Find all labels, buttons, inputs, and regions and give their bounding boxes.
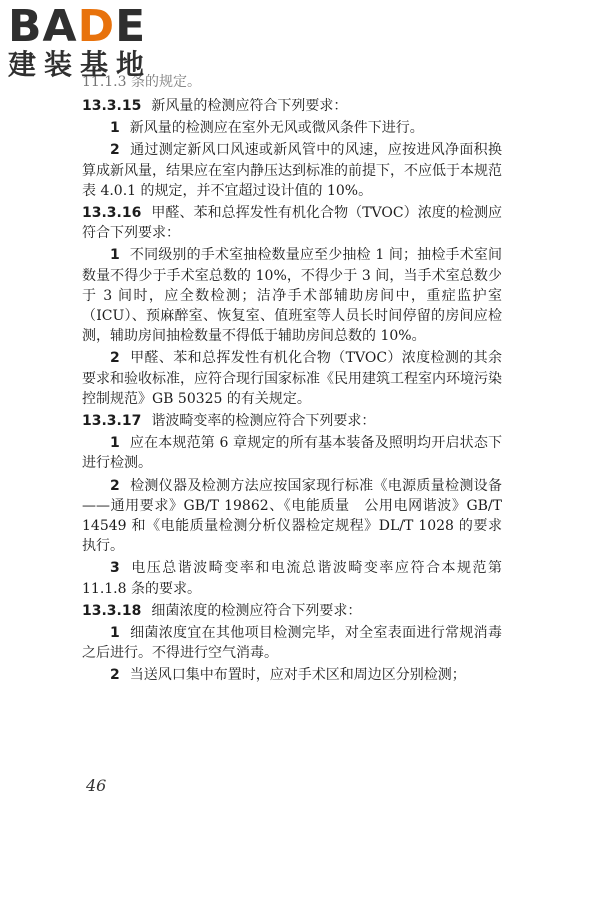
item-number: 2 [110, 350, 120, 367]
item-text: 应在本规范第 6 章规定的所有基本装备及照明均开启状态下进行检测。 [82, 435, 502, 472]
clause-item [82, 348, 502, 409]
clause-number: 13.3.15 [82, 98, 142, 114]
item-number: 3 [110, 560, 120, 577]
logo-wordmark [8, 1, 178, 52]
page-number: 46 [86, 776, 107, 795]
item-number: 1 [110, 625, 120, 642]
continued-fragment: 11.1.3 条的规定。 [82, 74, 201, 90]
clause-13-3-17 [82, 411, 502, 431]
item-text: 电压总谐波畸变率和电流总谐波畸变率应符合本规范第 11.1.8 条的要求。 [82, 560, 502, 597]
clause-item [82, 558, 502, 598]
clause-item [82, 623, 502, 663]
clause-number: 13.3.18 [82, 602, 142, 619]
item-text: 细菌浓度宜在其他项目检测完毕，对全室表面进行常规消毒之后进行。不得进行空气消毒。 [82, 625, 502, 662]
item-number: 1 [110, 247, 120, 264]
clause-number: 13.3.17 [82, 413, 142, 430]
document-body [82, 72, 502, 686]
logo [8, 1, 178, 81]
clause-title: 甲醛、苯和总挥发性有机化合物（TVOC）浓度的检测应符合下列要求： [82, 205, 502, 242]
item-number: 2 [110, 142, 120, 159]
item-text: 检测仪器及检测方法应按国家现行标准《电源质量检测设备——通用要求》GB/T 19862、《电能质量 公用电网谐波》GB/T 14549 和《电能质量检测分析仪器检定规程》DL/T 1028 的要求执行。 [82, 477, 502, 555]
item-text: 新风量的检测应在室外无风或微风条件下进行。 [129, 120, 424, 137]
item-text: 当送风口集中布置时，应对手术区和周边区分别检测； [129, 667, 466, 684]
item-number: 2 [110, 477, 120, 494]
clause-13-3-18 [82, 601, 502, 621]
item-text: 甲醛、苯和总挥发性有机化合物（TVOC）浓度检测的其余要求和验收标准，应符合现行国家标准《民用建筑工程室内环境污染控制规范》GB 50325 的有关规定。 [82, 350, 502, 407]
clause-item [82, 476, 502, 557]
logo-subtitle: 建装基地 [8, 48, 153, 81]
clause-item [82, 118, 502, 138]
logo-wordmark-end: E [115, 1, 147, 52]
clause-13-3-16 [82, 203, 502, 243]
clause-13-3-15 [82, 96, 502, 116]
logo-wordmark-start: BA [8, 1, 78, 52]
clause-title: 新风量的检测应符合下列要求： [151, 98, 348, 114]
clause-item [82, 140, 502, 201]
item-number: 2 [110, 667, 120, 684]
clause-title: 谐波畸变率的检测应符合下列要求： [151, 413, 376, 430]
item-number: 1 [110, 435, 120, 452]
item-number: 1 [110, 120, 120, 137]
clause-title: 细菌浓度的检测应符合下列要求： [151, 602, 362, 619]
logo-wordmark-accent: D [77, 1, 116, 52]
clause-item [82, 665, 502, 685]
item-text: 通过测定新风口风速或新风管中的风速，应按进风净面积换算成新风量，结果应在室内静压达到标准的前提下，不应低于本规范表 4.0.1 的规定，并不宜超过设计值的 10%。 [82, 142, 502, 199]
clause-item [82, 433, 502, 473]
clause-number: 13.3.16 [82, 205, 142, 222]
item-text: 不同级别的手术室抽检数量应至少抽检 1 间；抽检手术室间数量不得少于手术室总数的 10%，不得少于 3 间，当手术室总数少于 3 间时，应全数检测；洁净手术部辅助房间中，重症监护室（ICU）、预麻醉室、恢复室、值班室等人员长时间停留的房间应检测，辅助房间抽检数量不得低于辅助房间总数的 10%。 [82, 247, 502, 345]
clause-item [82, 245, 502, 346]
